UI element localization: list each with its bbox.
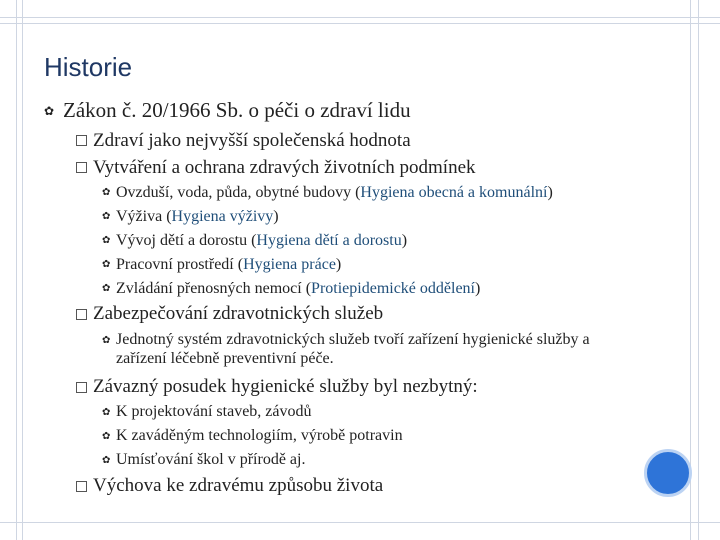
list-item-sub [116,256,341,274]
bullet-icon: ✿ [102,187,111,198]
list-item-zabezpecovani: Zabezpečování zdravotnických služeb [93,303,384,324]
sub-text: Pracovní prostředí ( [116,256,244,273]
bullet-icon: ✿ [102,335,111,346]
sub-text: Vývoj dětí a dorostu ( [116,232,257,249]
bullet-icon: ✿ [102,431,111,442]
decorative-circle [644,449,692,497]
bullet-icon: ✿ [102,283,111,294]
sub-text: Ovzduší, voda, půda, obytné budovy ( [116,184,361,201]
checkbox-bullet-icon [76,135,87,146]
sub-tail: ) [335,256,342,273]
list-item-level1: Zákon č. 20/1966 Sb. o péči o zdraví lidu [63,98,411,122]
sub-highlight: Protiepidemické oddělení [311,280,475,297]
sub-highlight: Hygiena výživy [171,208,274,225]
list-item-posudek: Závazný posudek hygienické služby byl nezbytný: [93,376,478,397]
bullet-icon: ✿ [102,455,111,466]
list-item-sub [116,280,480,298]
page-title: Historie [44,52,133,82]
list-item-sub [116,208,279,226]
sub-text: Výživa ( [116,208,172,225]
bullet-icon: ✿ [102,211,111,222]
bullet-icon: ✿ [102,235,111,246]
sub-highlight: Hygiena práce [243,256,336,273]
bullet-icon: ✿ [102,259,111,270]
sub-tail: ) [547,184,553,201]
checkbox-bullet-icon [76,382,87,393]
list-item-sub: K zaváděným technologiím, výrobě potravin [116,427,403,444]
sub-highlight: Hygiena dětí a dorostu [256,232,402,249]
list-item-sub [116,232,407,250]
list-item-sub: K projektování staveb, závodů [116,403,312,420]
list-item-vychova: Výchova ke zdravému způsobu života [93,475,384,496]
list-item-sub: Umísťování škol v přírodě aj. [116,451,306,468]
list-item-sub [116,184,553,202]
sub-tail: ) [475,280,481,297]
list-item-sub-line2: zařízení léčebně preventivní péče. [116,350,334,367]
sub-text: Zvládání přenosných nemocí ( [116,280,312,297]
checkbox-bullet-icon [76,162,87,173]
sub-tail: ) [401,232,408,249]
checkbox-bullet-icon [76,309,87,320]
list-item-zdravi: Zdraví jako nejvyšší společenská hodnota [93,130,411,151]
sub-highlight: Hygiena obecná a komunální [360,184,548,201]
checkbox-bullet-icon [76,481,87,492]
list-item-vytvareni: Vytváření a ochrana zdravých životních podmínek [93,157,476,178]
bullet-icon: ✿ [44,104,55,118]
bullet-icon: ✿ [102,407,111,418]
list-item-sub-line1: Jednotný systém zdravotnických služeb tvoří zařízení hygienické služby a [116,331,590,348]
sub-tail: ) [273,208,279,225]
